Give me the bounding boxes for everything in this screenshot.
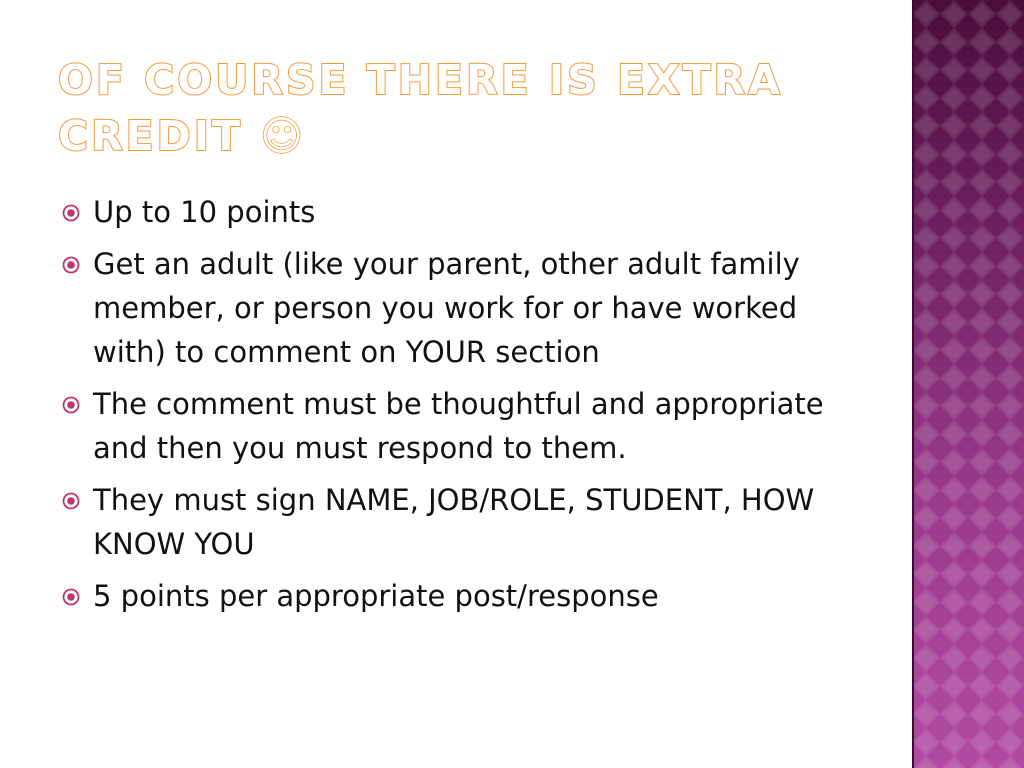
bullet-text: They must sign NAME, JOB/ROLE, STUDENT, HOW KNOW YOU	[93, 483, 815, 561]
list-item	[62, 190, 842, 234]
bullet-text: Up to 10 points	[93, 195, 316, 229]
list-item	[62, 382, 842, 470]
bullet-text: 5 points per appropriate post/response	[93, 579, 659, 613]
title-line-1: OF COURSE THERE IS EXTRA	[58, 56, 783, 104]
slide-title	[58, 52, 878, 164]
bullet-text: Get an adult (like your parent, other adult family member, or person you work for or have worked with) to comment on YOUR section	[93, 247, 800, 369]
target-bullet-icon	[62, 256, 80, 274]
target-bullet-icon	[62, 492, 80, 510]
target-bullet-icon	[62, 204, 80, 222]
smiley-icon: ☺	[260, 112, 306, 160]
bullet-list	[62, 190, 842, 626]
list-item	[62, 242, 842, 374]
side-band-edge	[912, 0, 914, 768]
diamond-pattern	[912, 0, 1024, 768]
target-bullet-icon	[62, 588, 80, 606]
list-item	[62, 574, 842, 618]
title-line-2: CREDIT	[58, 112, 243, 160]
list-item	[62, 478, 842, 566]
decorative-side-band	[912, 0, 1024, 768]
bullet-text: The comment must be thoughtful and appropriate and then you must respond to them.	[93, 387, 824, 465]
target-bullet-icon	[62, 396, 80, 414]
